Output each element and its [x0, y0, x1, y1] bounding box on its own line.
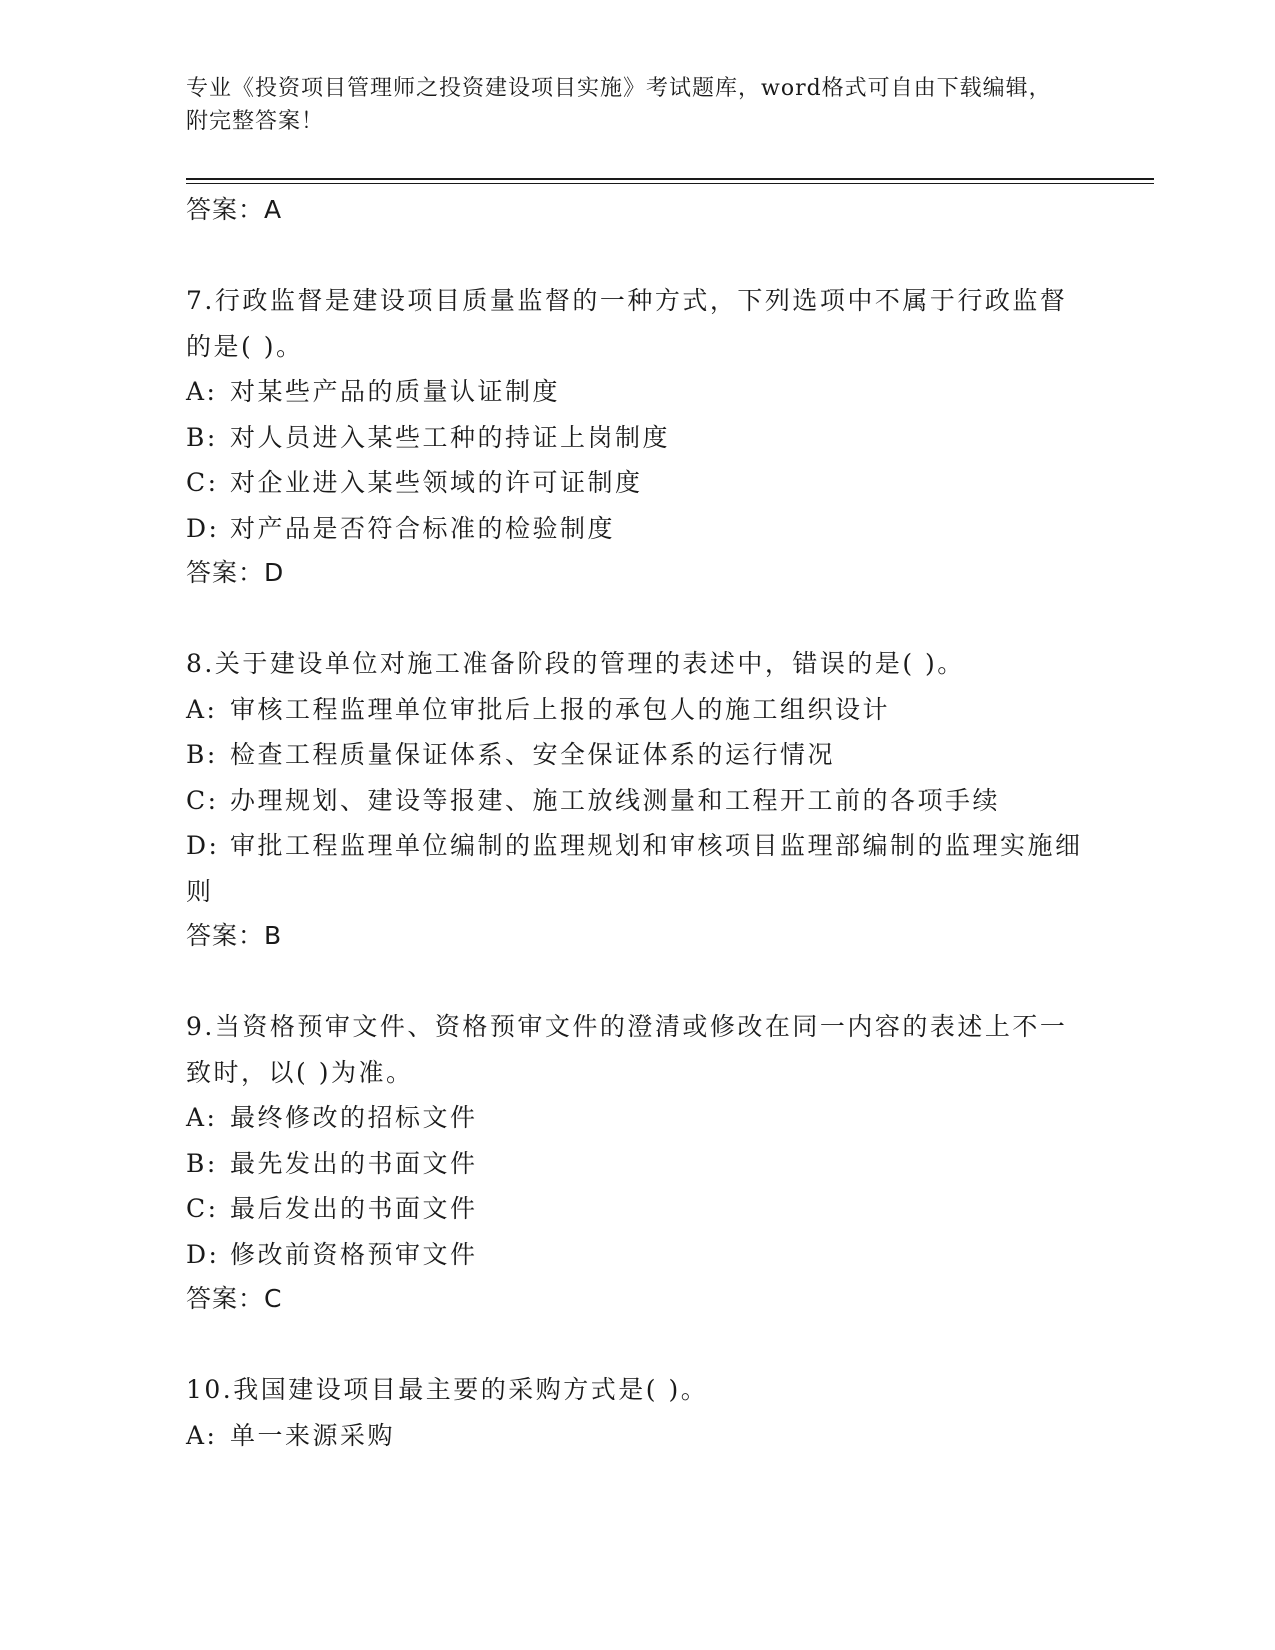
option-text: 最终修改的招标文件 — [230, 1103, 478, 1132]
option-b — [186, 415, 1086, 461]
option-letter: D: — [186, 513, 220, 543]
option-letter: B: — [186, 1148, 218, 1178]
option-letter: D: — [186, 831, 220, 860]
option-text: 对某些产品的质量认证制度 — [230, 377, 561, 406]
option-b — [186, 1141, 1086, 1187]
question-block-7 — [186, 278, 1086, 595]
option-a — [186, 1413, 1086, 1459]
option-letter: D: — [186, 1239, 220, 1269]
answer-line: 答案：A — [186, 195, 283, 224]
option-text: 办理规划、建设等报建、施工放线测量和工程开工前的各项手续 — [230, 785, 1001, 815]
option-a — [186, 687, 1086, 733]
question-block-9 — [186, 1004, 1086, 1321]
question-list — [186, 188, 1086, 1458]
option-text: 修改前资格预审文件 — [230, 1239, 478, 1269]
question-text: 7.行政监督是建设项目质量监督的一种方式，下列选项中不属于行政监督的是( )。 — [186, 286, 1068, 361]
option-d — [186, 1232, 1086, 1278]
option-letter: A: — [186, 1103, 218, 1132]
option-d — [186, 823, 1086, 914]
question-block-10 — [186, 1367, 1086, 1458]
option-letter: C: — [186, 468, 219, 497]
option-b — [186, 732, 1086, 778]
question-text: 10.我国建设项目最主要的采购方式是( )。 — [186, 1375, 709, 1404]
question-text: 9.当资格预审文件、资格预审文件的澄清或修改在同一内容的表述上不一致时，以( )为准。 — [186, 1012, 1068, 1087]
option-text: 审批工程监理单位编制的监理规划和审核项目监理部编制的监理实施细则 — [186, 831, 1083, 906]
option-text: 最先发出的书面文件 — [230, 1148, 478, 1178]
answer-line: 答案：C — [186, 1284, 283, 1313]
option-text: 审核工程监理单位审批后上报的承包人的施工组织设计 — [230, 694, 891, 724]
option-a — [186, 369, 1086, 415]
option-d — [186, 506, 1086, 552]
option-text: 对人员进入某些工种的持证上岗制度 — [230, 422, 671, 452]
document-header: 专业《投资项目管理师之投资建设项目实施》考试题库，word格式可自由下载编辑，附完整答案！ — [186, 76, 1052, 134]
option-letter: B: — [186, 740, 218, 769]
option-letter: A: — [186, 1420, 218, 1450]
option-c — [186, 1186, 1086, 1232]
option-text: 最后发出的书面文件 — [230, 1194, 478, 1223]
option-letter: C: — [186, 785, 219, 815]
option-letter: A: — [186, 377, 218, 406]
option-c — [186, 460, 1086, 506]
option-text: 对企业进入某些领域的许可证制度 — [230, 468, 643, 497]
option-letter: A: — [186, 694, 218, 724]
header-rule-thick — [186, 178, 1154, 180]
question-block-8 — [186, 641, 1086, 958]
option-letter: C: — [186, 1194, 219, 1223]
option-text: 对产品是否符合标准的检验制度 — [230, 513, 616, 543]
option-text: 检查工程质量保证体系、安全保证体系的运行情况 — [230, 740, 836, 769]
answer-line: 答案：B — [186, 921, 283, 950]
header-rule-thin — [186, 183, 1154, 184]
option-a — [186, 1095, 1086, 1141]
question-text: 8.关于建设单位对施工准备阶段的管理的表述中，错误的是( )。 — [186, 649, 965, 678]
answer-line: 答案：D — [186, 558, 285, 587]
option-letter: B: — [186, 422, 218, 452]
option-text: 单一来源采购 — [230, 1420, 396, 1450]
option-c — [186, 778, 1086, 824]
